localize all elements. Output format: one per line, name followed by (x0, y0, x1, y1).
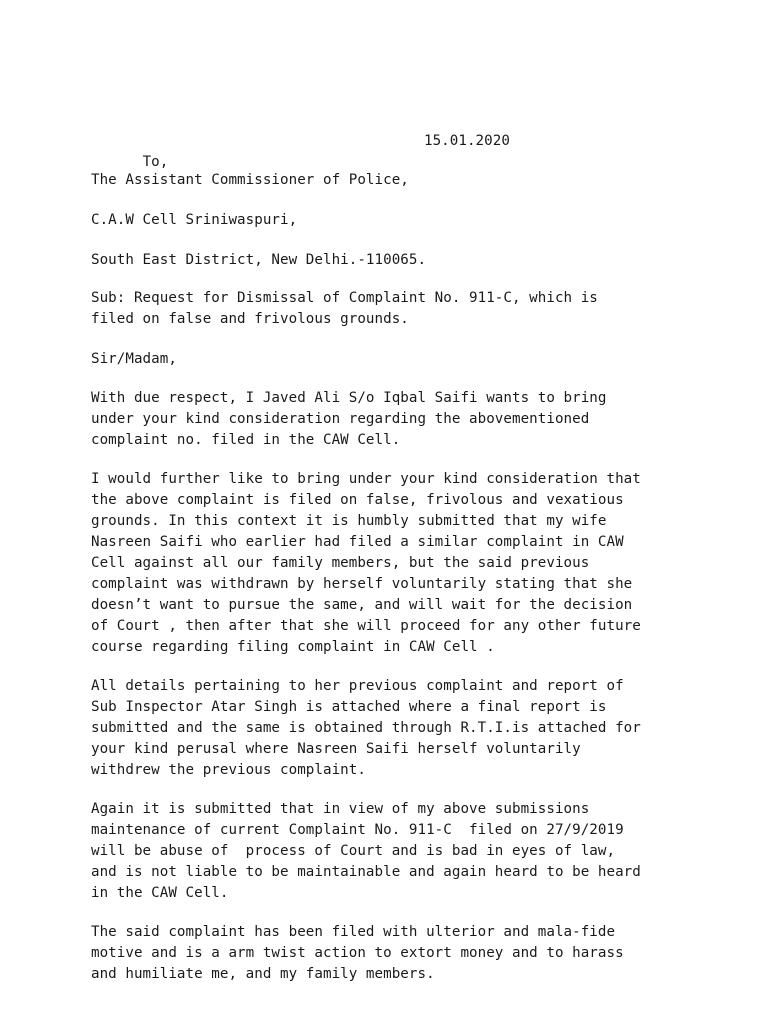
paragraph-line: course regarding filing complaint in CAW Cell . (91, 639, 495, 655)
paragraph-line: withdrew the previous complaint. (91, 762, 366, 778)
paragraph-line: and humiliate me, and my family members. (91, 966, 435, 982)
paragraph-line: submitted and the same is obtained through R.T.I.is attached for (91, 720, 641, 736)
paragraph-line: will be abuse of process of Court and is bad in eyes of law, (91, 843, 616, 859)
paragraph-line: complaint no. filed in the CAW Cell. (91, 432, 401, 448)
paragraph-line: I would further like to bring under your kind consideration that (91, 471, 641, 487)
header-line (91, 131, 691, 170)
paragraph-line: the above complaint is filed on false, frivolous and vexatious (91, 492, 624, 508)
paragraph-line: your kind perusal where Nasreen Saifi herself voluntarily (91, 741, 581, 757)
paragraph-3 (91, 676, 691, 781)
paragraph-line: motive and is a arm twist action to extort money and to harass (91, 945, 624, 961)
addressee-line: The Assistant Commissioner of Police, (91, 172, 409, 188)
paragraph-line: and is not liable to be maintainable and again heard to be heard (91, 864, 641, 880)
paragraph-line: in the CAW Cell. (91, 885, 229, 901)
paragraph-line: doesn’t want to pursue the same, and will wait for the decision (91, 597, 633, 613)
paragraph-line: complaint was withdrawn by herself voluntarily stating that she (91, 576, 633, 592)
paragraph-4 (91, 799, 691, 904)
letter-body (91, 131, 691, 985)
paragraph-line: Nasreen Saifi who earlier had filed a similar complaint in CAW (91, 534, 624, 550)
paragraph-5 (91, 922, 691, 985)
paragraph-line: Sub Inspector Atar Singh is attached where a final report is (91, 699, 607, 715)
paragraph-2 (91, 469, 691, 658)
paragraph-1 (91, 388, 691, 451)
salutation: Sir/Madam, (91, 351, 177, 367)
subject-line: Sub: Request for Dismissal of Complaint No. 911-C, which is (91, 290, 598, 306)
paragraph-line: The said complaint has been filed with ulterior and mala-fide (91, 924, 616, 940)
paragraph-line: With due respect, I Javed Ali S/o Iqbal Saifi wants to bring (91, 390, 607, 406)
paragraph-line: Cell against all our family members, but the said previous (91, 555, 590, 571)
paragraph-line: Again it is submitted that in view of my above submissions (91, 801, 590, 817)
office-line: C.A.W Cell Sriniwaspuri, (91, 212, 298, 228)
paragraph-line: under your kind consideration regarding the abovementioned (91, 411, 590, 427)
recipient-to: To, (142, 154, 169, 170)
paragraph-line: of Court , then after that she will proceed for any other future (91, 618, 641, 634)
paragraph-line: maintenance of current Complaint No. 911-C filed on 27/9/2019 (91, 822, 624, 838)
subject-line: filed on false and frivolous grounds. (91, 311, 409, 327)
district-line: South East District, New Delhi.-110065. (91, 252, 427, 268)
subject-block (91, 288, 691, 330)
paragraph-line: grounds. In this context it is humbly submitted that my wife (91, 513, 607, 529)
paragraph-line: All details pertaining to her previous complaint and report of (91, 678, 624, 694)
letter-date: 15.01.2020 (424, 133, 510, 149)
